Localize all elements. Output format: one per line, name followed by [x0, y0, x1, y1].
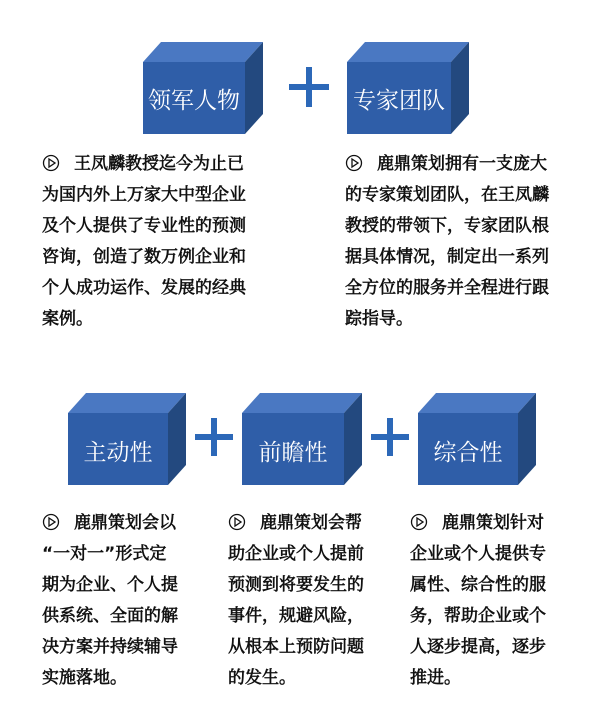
play-circle-icon	[410, 513, 428, 531]
paragraph-expert-team	[345, 149, 585, 335]
paragraph-line: 务，帮助企业或个	[410, 606, 546, 626]
paragraph-line: 决方案并持续辅导	[42, 637, 178, 657]
cube-foresight	[242, 393, 362, 485]
play-circle-icon	[42, 513, 60, 531]
paragraph-line: 的专家策划团队，在王凤麟	[345, 185, 549, 205]
paragraph-line: 企业或个人提供专	[410, 544, 546, 564]
plus-icon	[195, 418, 233, 456]
paragraph-line: 的发生。	[228, 668, 296, 688]
paragraph-line: 个人成功运作、发展的经典	[42, 278, 246, 298]
play-circle-icon	[228, 513, 246, 531]
paragraph-line: 及个人提供了专业性的预测	[42, 216, 246, 236]
paragraph-line: 鹿鼎策划拥有一支庞大	[345, 149, 585, 180]
paragraph-line: 王凤麟教授迄今为止已	[42, 149, 282, 180]
paragraph-line: 鹿鼎策划会以	[42, 508, 207, 539]
paragraph-foresight	[228, 508, 393, 694]
paragraph-line: 踪指导。	[345, 309, 413, 329]
paragraph-line: 助企业或个人提前	[228, 544, 364, 564]
cube-expert-team-label: 专家团队	[353, 88, 445, 114]
paragraph-line: 推进。	[410, 668, 461, 688]
cube-leader-label: 领军人物	[148, 88, 240, 114]
paragraph-line: 鹿鼎策划针对	[410, 508, 575, 539]
paragraph-line: 据具体情况，制定出一系列	[345, 247, 549, 267]
cube-proactive-label: 主动性	[83, 440, 153, 466]
paragraph-line: 鹿鼎策划会帮	[228, 508, 393, 539]
plus-icon	[289, 67, 329, 107]
play-circle-icon	[345, 154, 363, 172]
paragraph-line: 预测到将要发生的	[228, 575, 364, 595]
paragraph-line: 事件，规避风险，	[228, 606, 364, 626]
play-circle-icon	[42, 154, 60, 172]
cube-comprehensive-label: 综合性	[433, 440, 503, 466]
plus-icon	[371, 418, 409, 456]
paragraph-leader	[42, 149, 282, 335]
paragraph-line: 教授的带领下，专家团队根	[345, 216, 549, 236]
paragraph-comprehensive	[410, 508, 575, 694]
paragraph-line: 为国内外上万家大中型企业	[42, 185, 246, 205]
paragraph-line: 全方位的服务并全程进行跟	[345, 278, 549, 298]
paragraph-line: 咨询，创造了数万例企业和	[42, 247, 246, 267]
paragraph-line: 人逐步提高，逐步	[410, 637, 546, 657]
paragraph-line: 期为企业、个人提	[42, 575, 178, 595]
paragraph-proactive	[42, 508, 207, 694]
paragraph-line: 属性、综合性的服	[410, 575, 546, 595]
paragraph-line: 案例。	[42, 309, 93, 329]
cube-comprehensive	[418, 393, 536, 485]
paragraph-line: 供系统、全面的解	[42, 606, 178, 626]
cube-proactive	[68, 393, 186, 485]
paragraph-line: “一对一”形式定	[42, 544, 167, 564]
paragraph-line: 从根本上预防问题	[228, 637, 364, 657]
cube-foresight-label: 前瞻性	[258, 440, 328, 466]
paragraph-line: 实施落地。	[42, 668, 127, 688]
cube-leader	[143, 42, 263, 134]
cube-expert-team	[347, 42, 469, 134]
